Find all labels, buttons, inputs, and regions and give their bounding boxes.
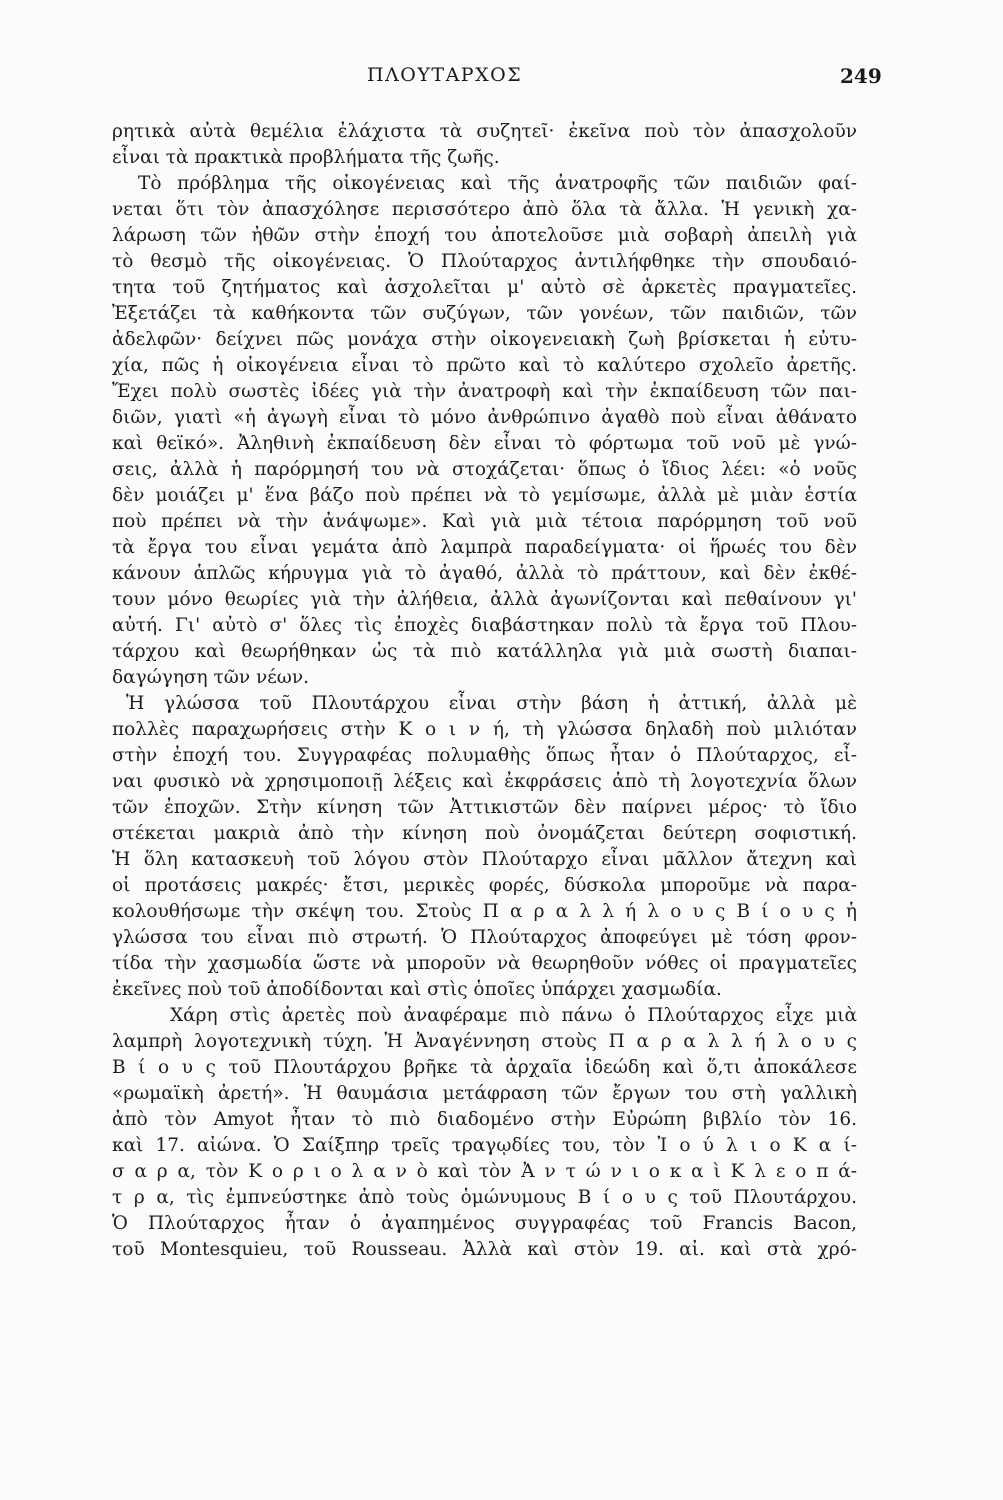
text-line: δαγώγηση τῶν νέων. — [112, 667, 309, 688]
text-line: στέκεται μακριὰ ἀπὸ τὴν κίνηση ποὺ ὀνομάζεται δεύτερη σοφιστική. — [112, 823, 857, 844]
text-line: ἀπὸ τὸν Amyot ἦταν τὸ πιὸ διαδομένο στὴν Εὐρώπη βιβλίο τὸν 16. — [112, 1109, 857, 1130]
text-line: στὴν ἐποχή του. Συγγραφέας πολυμαθὴς ὅπως ἦταν ὁ Πλούταρχος, εἶ- — [112, 745, 857, 766]
text-line: τὰ ἔργα του εἶναι γεμάτα ἀπὸ λαμπρὰ παραδείγματα· οἱ ἥρωές του δὲν — [112, 537, 857, 558]
text-line: Ἔχει πολὺ σωστὲς ἰδέες γιὰ τὴν ἀνατροφὴ καὶ τὴν ἐκπαίδευση τῶν παι- — [112, 381, 857, 402]
text-line: σεις, ἀλλὰ ἡ παρόρμησή του νὰ στοχάζεται· ὅπως ὁ ἴδιος λέει: «ὁ νοῦς — [112, 459, 857, 480]
page-number: 249 — [840, 64, 882, 88]
text-line: κολουθήσωμε τὴν σκέψη του. Στοὺς Π α ρ α λ λ ή λ ο υ ς Β ί ο υ ς ἡ — [112, 901, 857, 922]
text-line: γλώσσα του εἶναι πιὸ στρωτή. Ὁ Πλούταρχος ἀποφεύγει μὲ τόση φρον- — [112, 927, 857, 948]
text-line: λαμπρὴ λογοτεχνικὴ τύχη. Ἡ Ἀναγέννηση στοὺς Π α ρ α λ λ ή λ ο υ ς — [112, 1031, 857, 1052]
text-line: ρητικὰ αὐτὰ θεμέλια ἐλάχιστα τὰ συζητεῖ· ἐκεῖνα ποὺ τὸν ἀπασχολοῦν — [112, 121, 857, 142]
text-line: εἶναι τὰ πρακτικὰ προβλήματα τῆς ζωῆς. — [112, 147, 500, 168]
text-line: οἱ προτάσεις μακρές· ἔτσι, μερικὲς φορές, δύσκολα μποροῦμε νὰ παρα- — [112, 875, 857, 896]
text-line: Ἐξετάζει τὰ καθήκοντα τῶν συζύγων, τῶν γονέων, τῶν παιδιῶν, τῶν — [112, 303, 857, 324]
text-line: διῶν, γιατὶ «ἡ ἀγωγὴ εἶναι τὸ μόνο ἀνθρώπινο ἀγαθὸ ποὺ εἶναι ἀθάνατο — [112, 407, 857, 428]
text-line: λάρωση τῶν ἠθῶν στὴν ἐποχή του ἀποτελοῦσε μιὰ σοβαρὴ ἀπειλὴ γιὰ — [112, 225, 857, 246]
text-line: ἐκεῖνες ποὺ τοῦ ἀποδίδονται καὶ στὶς ὁποῖες ὑπάρχει χασμωδία. — [112, 979, 722, 1000]
text-line: τοῦ Montesquieu, τοῦ Rousseau. Ἀλλὰ καὶ στὸν 19. αἰ. καὶ στὰ χρό- — [112, 1239, 857, 1260]
text-line: καὶ θεϊκό». Ἀληθινὴ ἐκπαίδευση δὲν εἶναι τὸ φόρτωμα τοῦ νοῦ μὲ γνώ- — [112, 433, 857, 454]
text-line: τάρχου καὶ θεωρήθηκαν ὡς τὰ πιὸ κατάλληλα γιὰ μιὰ σωστὴ διαπαι- — [112, 641, 857, 662]
text-line: Τὸ πρόβλημα τῆς οἰκογένειας καὶ τῆς ἀνατροφῆς τῶν παιδιῶν φαί- — [138, 173, 857, 194]
text-line: αὐτή. Γι' αὐτὸ σ' ὅλες τὶς ἐποχὲς διαβάστηκαν πολὺ τὰ ἔργα τοῦ Πλου- — [112, 615, 857, 636]
text-line: τ ρ α, τὶς ἐμπνεύστηκε ἀπὸ τοὺς ὁμώνυμους Β ί ο υ ς τοῦ Πλουτάρχου. — [112, 1187, 857, 1208]
text-line: ἀδελφῶν· δείχνει πῶς μονάχα στὴν οἰκογενειακὴ ζωὴ βρίσκεται ἡ εὐτυ- — [112, 329, 857, 350]
text-line: καὶ 17. αἰώνα. Ὁ Σαίξπηρ τρεῖς τραγῳδίες του, τὸν Ἰ ο ύ λ ι ο Κ α ί- — [112, 1135, 857, 1156]
text-line: τὸ θεσμὸ τῆς οἰκογένειας. Ὁ Πλούταρχος ἀντιλήφθηκε τὴν σπουδαιό- — [112, 251, 857, 272]
running-head: ΠΛΟΥΤΑΡΧΟΣ — [367, 64, 523, 86]
text-line: τητα τοῦ ζητήματος καὶ ἀσχολεῖται μ' αὐτὸ σὲ ἀρκετὲς πραγματεῖες. — [112, 277, 857, 298]
text-line: νεται ὅτι τὸν ἀπασχόλησε περισσότερο ἀπὸ ὅλα τὰ ἄλλα. Ἡ γενικὴ χα- — [112, 199, 857, 220]
text-line: χία, πῶς ἡ οἰκογένεια εἶναι τὸ πρῶτο καὶ τὸ καλύτερο σχολεῖο ἀρετῆς. — [112, 355, 857, 376]
text-line: σ α ρ α, τὸν Κ ο ρ ι ο λ α ν ὸ καὶ τὸν Ἀ ν τ ώ ν ι ο κ α ὶ Κ λ ε ο π ά- — [112, 1161, 857, 1182]
text-line: «ρωμαϊκὴ ἀρετή». Ἡ θαυμάσια μετάφραση τῶν ἔργων του στὴ γαλλικὴ — [112, 1083, 857, 1104]
text-line: τουν μόνο θεωρίες γιὰ τὴν ἀλήθεια, ἀλλὰ ἀγωνίζονται καὶ πεθαίνουν γι' — [112, 589, 857, 610]
text-line: Χάρη στὶς ἀρετὲς ποὺ ἀναφέραμε πιὸ πάνω ὁ Πλούταρχος εἶχε μιὰ — [170, 1005, 857, 1026]
text-line: τῶν ἐποχῶν. Στὴν κίνηση τῶν Ἀττικιστῶν δὲν παίρνει μέρος· τὸ ἴδιο — [112, 797, 857, 818]
text-line: Β ί ο υ ς τοῦ Πλουτάρχου βρῆκε τὰ ἀρχαῖα ἰδεώδη καὶ ὅ,τι ἀποκάλεσε — [112, 1057, 857, 1078]
text-line: Ὁ Πλούταρχος ἦταν ὁ ἀγαπημένος συγγραφέας τοῦ Francis Bacon, — [112, 1213, 857, 1234]
text-line: Ἡ ὅλη κατασκευὴ τοῦ λόγου στὸν Πλούταρχο εἶναι μᾶλλον ἄτεχνη καὶ — [112, 849, 857, 870]
text-line: πολλὲς παραχωρήσεις στὴν Κ ο ι ν ή, τὴ γλώσσα δηλαδὴ ποὺ μιλιόταν — [112, 719, 857, 740]
text-line: τίδα τὴν χασμωδία ὥστε νὰ μποροῦν νὰ θεωρηθοῦν νόθες οἱ πραγματεῖες — [112, 953, 857, 974]
text-line: κάνουν ἁπλῶς κήρυγμα γιὰ τὸ ἀγαθό, ἀλλὰ τὸ πράττουν, καὶ δὲν ἐκθέ- — [112, 563, 857, 584]
text-line: δὲν μοιάζει μ' ἕνα βάζο ποὺ πρέπει νὰ τὸ γεμίσωμε, ἀλλὰ μὲ μιὰν ἑστία — [112, 485, 857, 506]
body-text — [112, 119, 857, 1263]
text-line: ποὺ πρέπει νὰ τὴν ἀνάψωμε». Καὶ γιὰ μιὰ τέτοια παρόρμηση τοῦ νοῦ — [112, 511, 857, 532]
text-line: Ἡ γλώσσα τοῦ Πλουτάρχου εἶναι στὴν βάση ἡ ἀττική, ἀλλὰ μὲ — [126, 693, 857, 714]
text-line: ναι φυσικὸ νὰ χρησιμοποιῇ λέξεις καὶ ἐκφράσεις ἀπὸ τὴ λογοτεχνία ὅλων — [112, 771, 857, 792]
